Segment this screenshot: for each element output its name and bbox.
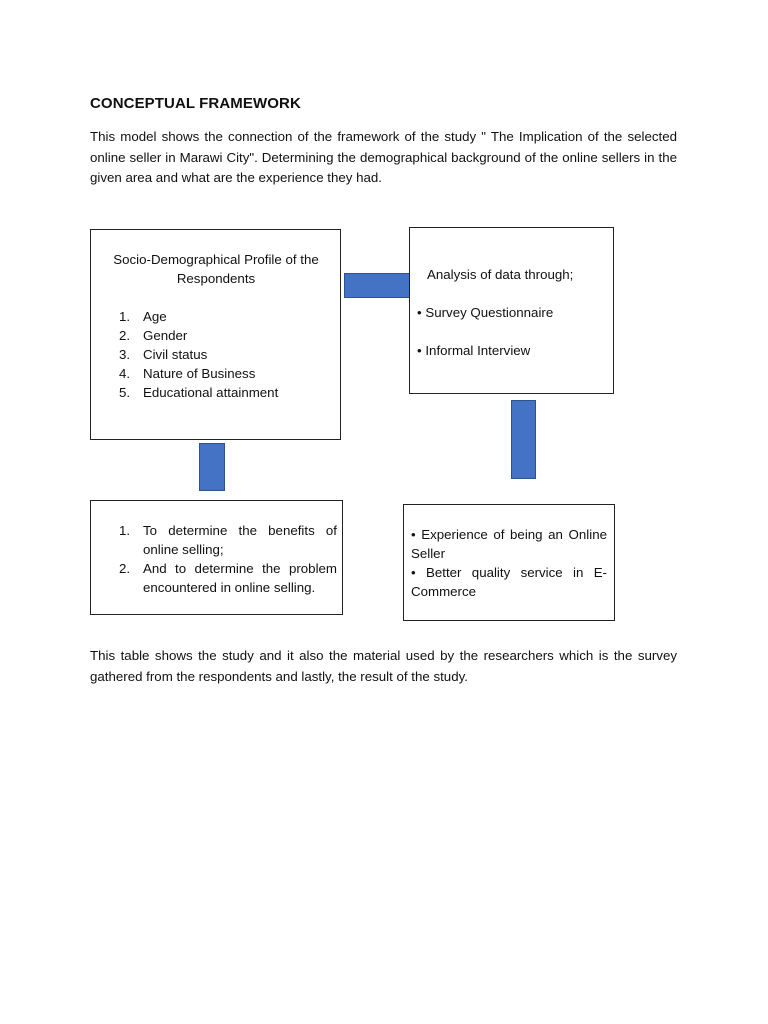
intro-paragraph: This model shows the connection of the framework of the study " The Implication of the selected online seller in Marawi City". Determining the demographical background of the online sellers in the given area and what are the experience they had. <box>90 129 677 185</box>
connector-analysis-to-results <box>511 400 536 479</box>
results-box <box>403 504 615 621</box>
profile-list <box>119 307 333 402</box>
list-item-label: To determine the benefits of online selling; <box>143 523 337 557</box>
results-bullet: • Better quality service in E-Commerce <box>411 565 607 599</box>
analysis-heading: Analysis of data through; <box>427 267 574 282</box>
list-item-label: And to determine the problem encountered in online selling. <box>143 561 337 595</box>
objectives-list <box>119 521 337 597</box>
profile-heading-line2: Respondents <box>176 271 256 286</box>
list-item-label: Nature of Business <box>143 366 256 381</box>
list-item: 1. To determine the benefits of online selling; <box>119 523 337 557</box>
profile-heading-line1: Socio-Demographical Profile of the <box>113 252 319 267</box>
list-item-label: Civil status <box>143 347 208 362</box>
objectives-box <box>90 500 343 615</box>
analysis-bullet: • Informal Interview <box>417 343 531 358</box>
profile-heading <box>105 250 327 288</box>
list-item: 5. Educational attainment <box>119 385 279 400</box>
profile-box <box>90 229 341 440</box>
results-bullet: • Experience of being an Online Seller <box>411 527 607 561</box>
results-text <box>411 525 607 601</box>
list-item-label: Gender <box>143 328 188 343</box>
list-item-label: Educational attainment <box>143 385 279 400</box>
list-item: 1. Age <box>119 309 167 324</box>
list-item-label: Age <box>143 309 167 324</box>
list-item: 2. Gender <box>119 328 188 343</box>
list-item: 4. Nature of Business <box>119 366 256 381</box>
list-item: 2. And to determine the problem encountered in online selling. <box>119 561 337 595</box>
analysis-bullet: • Survey Questionnaire <box>417 305 554 320</box>
page-title: CONCEPTUAL FRAMEWORK <box>90 95 301 112</box>
list-item: 3. Civil status <box>119 347 208 362</box>
outro-paragraph: This table shows the study and it also the material used by the researchers which is the survey gathered from the respondents and lastly, the result of the study. <box>90 648 677 684</box>
connector-profile-to-objectives <box>199 443 225 491</box>
connector-profile-to-analysis <box>344 273 411 298</box>
analysis-box <box>409 227 614 394</box>
